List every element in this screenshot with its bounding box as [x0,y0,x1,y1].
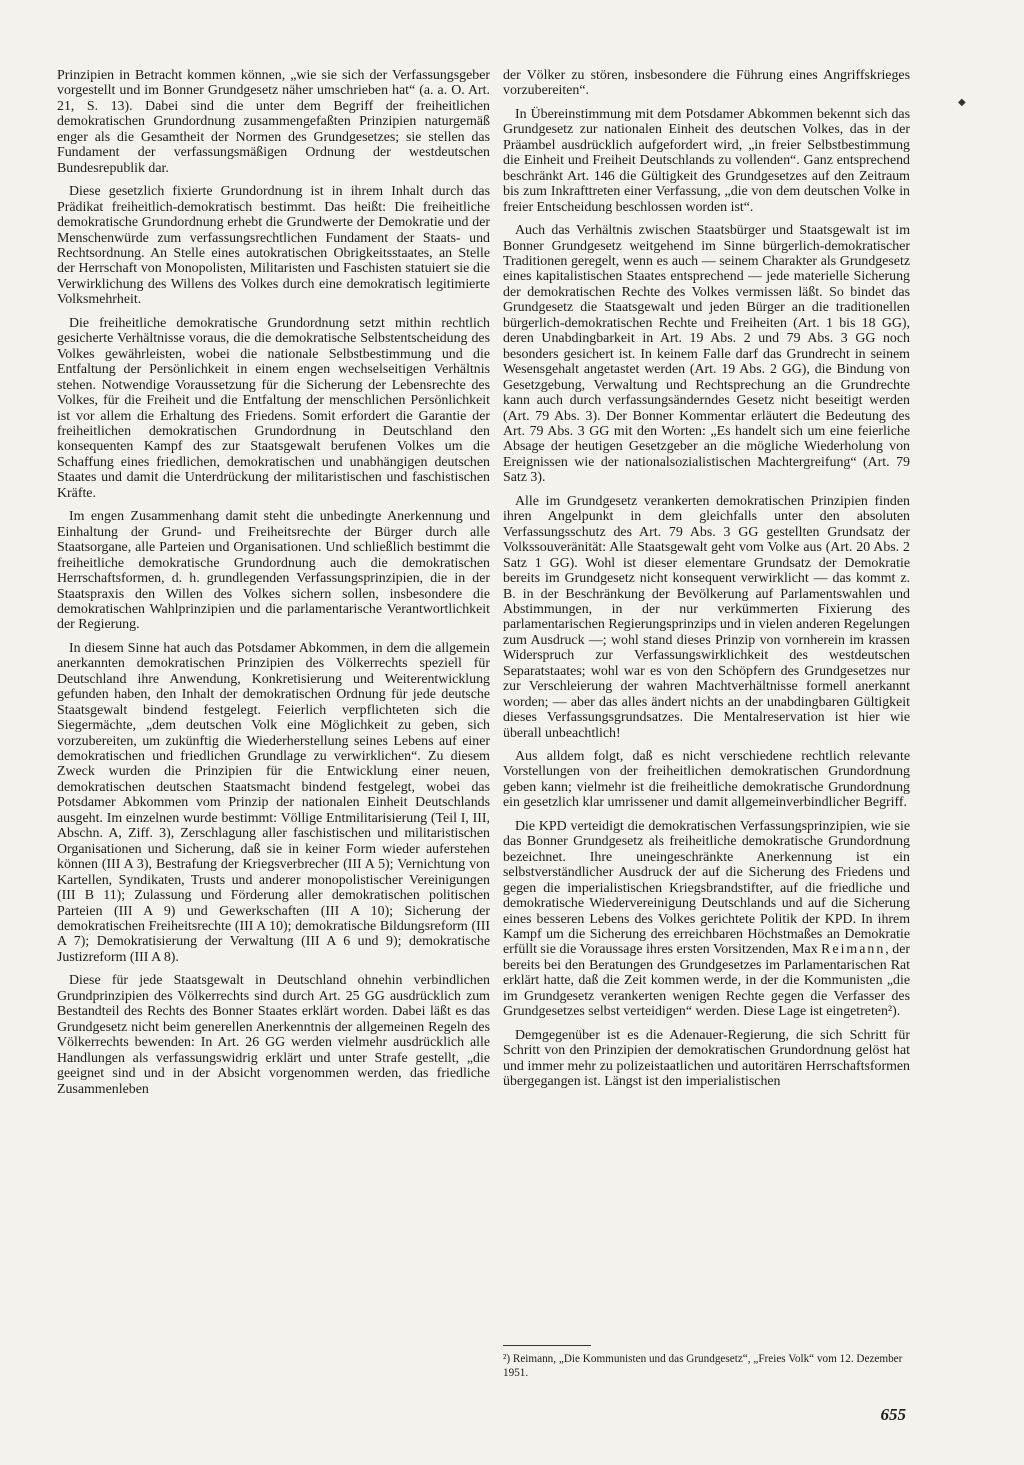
text-column-right [503,68,910,1098]
paragraph: Die freiheitliche demokratische Grundordnung setzt mithin rechtlich gesicherte Verhältnisse voraus, die die demokratische Selbstentscheidung des Volkes gewährleisten, wobei die nationale Selbstbestimmung und die Entfaltung der Persönlichkeit in einem engen wechselseitigen Verhältnis stehen. Notwendige Voraussetzung für die Sicherung der Lebensrechte des Volkes, für die Freiheit und die Entfaltung der menschlichen Persönlichkeit ist vor allem die Erhaltung des Friedens. Somit erfordert die Garantie der freiheitlichen demokratischen Grundordnung in Deutschland den konsequenten Kampf des zur Staatsgewalt berufenen Volkes um die Schaffung eines friedlichen, demokratischen und unabhängigen deutschen Staates und damit die Unterdrückung der militaristischen und faschistischen Kräfte. [57,315,490,501]
paragraph: Aus alldem folgt, daß es nicht verschiedene rechtlich relevante Vorstellungen von der freiheitlichen demokratischen Grundordnung geben kann; vielmehr ist die freiheitliche demokratische Grundordnung ein gesetzlich klar umrissener und damit allgemeinverbindlicher Begriff. [503,749,910,811]
name-spaced: Reimann [821,942,886,958]
paragraph: Alle im Grundgesetz verankerten demokratischen Prinzipien finden ihren Angelpunkt in dem gleichfalls unter den absoluten Verfassungsschutz des Art. 79 Abs. 3 GG gestellten Grundsatz der Volkssouveränität: Alle Staatsgewalt geht vom Volke aus (Art. 20 Abs. 2 Satz 1 GG). Wohl ist dieser elementare Grundsatz der Demokratie bereits im Grundgesetz nicht konsequent verwirklicht — das kommt z. B. in der Beschränkung der Bevölkerung auf Parlamentswahlen und Abstimmungen, in der nur verkümmerten Fixierung des parlamentarischen Regierungsprinzips und in vielen anderen Regelungen zum Ausdruck —; wohl stand dieses Prinzip von vornherein im krassen Widerspruch zur Verfassungswirklichkeit des westdeutschen Separatstaates; wohl war es von den Schöpfern des Grundgesetzes nur zur Verschleierung der wahren Machtverhältnisse formell anerkannt worden; — aber das alles ändert nichts an der unabdingbaren Gültigkeit dieses Verfassungsgrundsatzes. Die Mentalreservation ist hier wie überall unbeachtlich! [503,493,910,741]
paragraph [503,819,910,1020]
text-column-left [57,68,490,1105]
paragraph-text: Die KPD verteidigt die demokratischen Verfassungsprinzipien, wie sie das Bonner Grundgesetz als freiheitliche demokratische Grundordnung bezeichnet. Ihre uneingeschränkte Anerkennung ist ein selbstverständlicher Ausdruck der auf die Sicherung des Friedens und gegen die imperialistischen Kriegsbrandstifter, auf die friedliche und demokratische Wiedervereinigung Deutschlands und auf die Sicherung eines besseren Lebens des Volkes gerichtete Politik der KPD. In ihrem Kampf um die Sicherung des erreichbaren Höchstmaßes an Demokratie erfüllt sie die Voraussage ihres ersten Vorsitzenden, Max [503,818,910,958]
paragraph: Diese gesetzlich fixierte Grundordnung ist in ihrem Inhalt durch das Prädikat freiheitlich-demokratisch bestimmt. Das heißt: Die freiheitliche demokratische Grundordnung erhebt die Grundwerte der Demokratie und der Menschenwürde zum verfassungsrechtlichen Fundament der Staats- und Rechtsordnung. An Stelle eines autokratischen Obrigkeitsstaates, an Stelle der Herrschaft von Monopolisten, Militaristen und Faschisten statuiert sie die Verwirklichung des Willens des Volkes durch eine demokratisch legitimierte Volksmehrheit. [57,184,490,308]
paragraph: der Völker zu stören, insbesondere die Führung eines Angriffskrieges vorzubereiten“. [503,68,910,99]
paragraph-text: , der bereits bei den Beratungen des Grundgesetzes im Parlamentarischen Rat erklärt hatte, daß die Zeit kommen werde, in der die Kommunisten „die im Grundgesetz verankerten wenigen Rechte gegen die Verfasser des Grundgesetzes selbst verteidigen“ werden. Diese Lage ist eingetreten²). [503,942,910,1020]
paragraph: In Übereinstimmung mit dem Potsdamer Abkommen bekennt sich das Grundgesetz zur nationalen Einheit des deutschen Volkes, das in der Präambel ausdrücklich aufgefordert wird, „in freier Selbstbestimmung die Einheit und Freiheit Deutschlands zu vollenden“. Ganz entsprechend beschränkt Art. 146 die Gültigkeit des Grundgesetzes auf den Zeitraum bis zum Inkrafttreten einer Verfassung, „die von dem deutschen Volke in freier Entscheidung beschlossen worden ist“. [503,106,910,215]
paragraph: Auch das Verhältnis zwischen Staatsbürger und Staatsgewalt ist im Bonner Grundgesetz weitgehend im Sinne bürgerlich-demokratischer Traditionen geregelt, wenn es auch — seinem Charakter als Grundgesetz eines kapitalistischen Staates entsprechend — jede materielle Sicherung der demokratischen Rechte des Volkes vermissen läßt. So bindet das Grundgesetz die Staatsgewalt und jeden Bürger an die traditionellen bürgerlich-demokratischen Rechte und Freiheiten (Art. 1 bis 18 GG), deren Unabdingbarkeit in Art. 19 Abs. 2 und 79 Abs. 3 GG noch besonders gesichert ist. In keinem Falle darf das Grundrecht in seinem Wesensgehalt angetastet werden (Art. 19 Abs. 2 GG), die Bindung von Gesetzgebung, Verwaltung und Rechtsprechung an die Grundrechte kann auch durch verfassungsänderndes Gesetz nicht beseitigt werden (Art. 79 Abs. 3). Der Bonner Kommentar erläutert die Bedeutung des Art. 79 Abs. 3 GG mit den Worten: „Es handelt sich um eine feierliche Absage der heutigen Gesetzgeber an die mögliche Wiederholung von Ereignissen wie der nationalsozialistischen Machtergreifung“ (Art. 79 Satz 3). [503,223,910,486]
paragraph: Demgegenüber ist es die Adenauer-Regierung, die sich Schritt für Schritt von den Prinzipien der demokratischen Grundordnung gelöst hat und immer mehr zu polizeistaatlichen und autoritären Herrschaftsformen übergegangen ist. Längst ist den imperialistischen [503,1027,910,1090]
paragraph: Prinzipien in Betracht kommen können, „wie sie sich der Verfassungsgeber vorgestellt und im Bonner Grundgesetz näher umschrieben hat“ (a. a. O. Art. 21, S. 13). Dabei sind die unter dem Begriff der freiheitlichen demokratischen Grundordnung zusammengefaßten Prinzipien naturgemäß enger als die Gesamtheit der Normen des Grundgesetzes; sie stellen das Fundament der verfassungsmäßigen Ordnung der westdeutschen Bundesrepublik dar. [57,68,490,176]
paragraph: Diese für jede Staatsgewalt in Deutschland ohnehin verbindlichen Grundprinzipien des Völkerrechts sind durch Art. 25 GG ausdrücklich zum Bestandteil des Rechts des Bonner Staates erklärt worden. Dabei läßt es das Grundgesetz nicht beim generellen Anerkenntnis der allgemeinen Regeln des Völkerrechts bewenden: In Art. 26 GG werden vielmehr ausdrücklich alle Handlungen als verfassungswidrig erklärt und unter Strafe gestellt, „die geeignet sind und in der Absicht vorgenommen werden, das friedliche Zusammenleben [57,973,490,1097]
footnote-rule [503,1345,591,1346]
paragraph: Im engen Zusammenhang damit steht die unbedingte Anerkennung und Einhaltung der Grund- und Freiheitsrechte der Bürger durch alle Staatsorgane, alle Parteien und Organisationen. Und schließlich bestimmt die freiheitliche demokratische Grundordnung auch die demokratischen Herrschaftsformen, d. h. grundlegenden Verfassungsprinzipien, die in der Staatspraxis den Willen des Volkes sichern sollen, insbesondere die demokratischen Wahlprinzipien und die parlamentarische Verantwortlichkeit der Regierung. [57,509,490,633]
page-number: 655 [880,1405,906,1424]
paragraph: In diesem Sinne hat auch das Potsdamer Abkommen, in dem die allgemein anerkannten demokratischen Prinzipien des Völkerrechts speziell für Deutschland ihre Anwendung, Konkretisierung und Weiterentwicklung gefunden haben, den Inhalt der demokratischen Ordnung für jede deutsche Staatsgewalt bindend festgelegt. Feierlich verpflichteten sich die Siegermächte, „dem deutschen Volk eine Möglichkeit zu geben, sich vorzubereiten, um zukünftig die Wiederherstellung seines Lebens auf einer demokratischen und friedlichen Grundlage zu verwirklichen“. Zu diesem Zweck wurden die Prinzipien für die Entwicklung einer neuen, demokratischen deutschen Staatsmacht bindend festgelegt, wobei das Potsdamer Abkommen vom Prinzip der nationalen Einheit Deutschlands ausgeht. Im einzelnen wurde bestimmt: Völlige Entmilitarisierung (Teil I, III, Abschn. A, Ziff. 3), Zerschlagung aller faschistischen und militaristischen Organisationen und Sicherung, daß sie in keiner Form wieder auferstehen können (III A 3), Bestrafung der Kriegsverbrecher (III A 5); Vernichtung von Kartellen, Syndikaten, Trusts und anderer monopolistischer Vereinigungen (III B 11); Zulassung und Förderung aller demokratischen politischen Parteien (III A 9) und Gewerkschaften (III A 10); Sicherung der demokratischen Freiheitsrechte (III A 10); demokratische Bildungsreform (III A 7); Demokratisierung der Verwaltung (III A 6 und 9); demokratische Justizreform (III A 8). [57,640,490,965]
footnote: ²) Reimann, „Die Kommunisten und das Grundgesetz“, „Freies Volk“ vom 12. Dezember 1951. [503,1353,903,1379]
margin-mark-icon: ◆ [958,97,966,108]
